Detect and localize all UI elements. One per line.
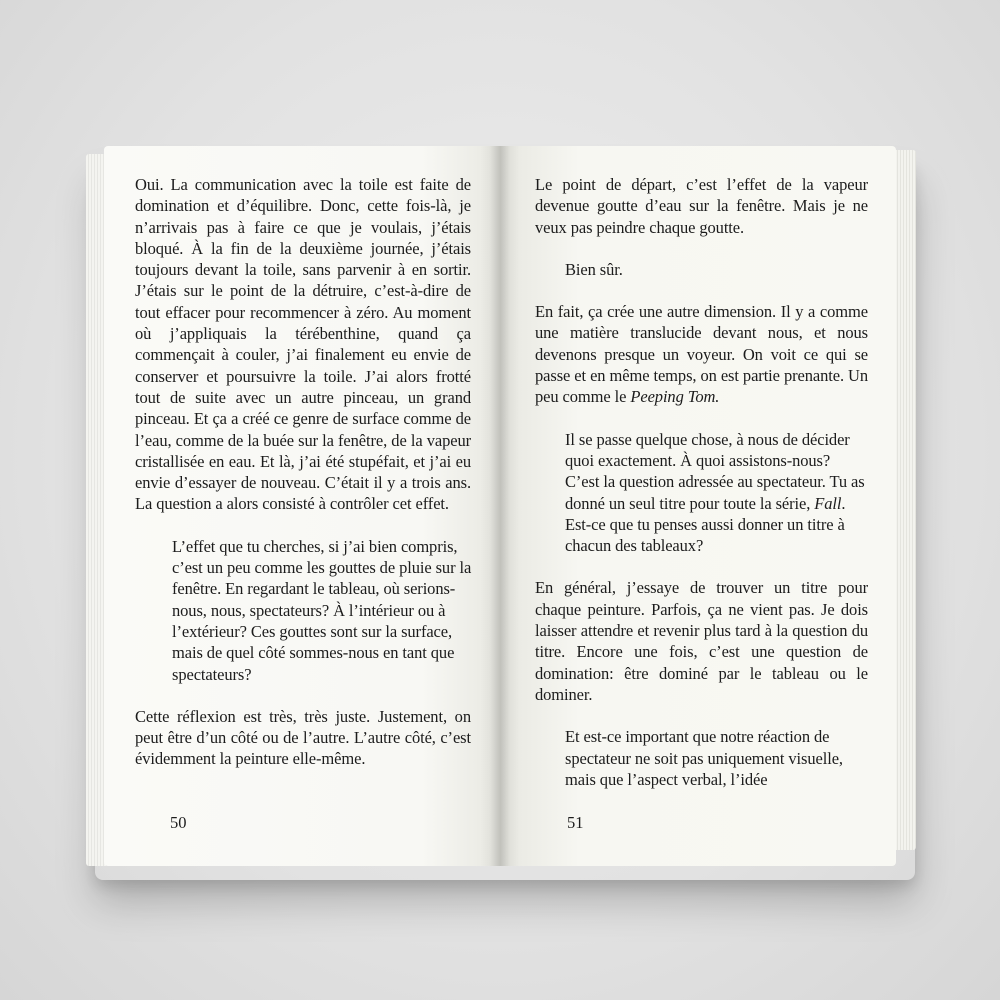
italic-title: Peeping Tom. xyxy=(630,387,720,407)
right-page xyxy=(500,146,896,866)
paragraph-text: Il se passe quelque chose, à nous de décider quoi exactement. À quoi assistons-nous? C’est la question adressée au spectateur. Tu as donné un seul titre pour toute la série, xyxy=(565,429,865,513)
question-paragraph xyxy=(565,429,865,557)
answer-paragraph: Oui. La communication avec la toile est faite de domination et d’équilibre. Donc, cette fois-là, je n’arrivais pas à faire ce que je voulais, j’étais bloqué. À la fin de la deuxième journée, j’étais toujours devant la toile, sans parvenir à en sortir. J’étais sur le point de la détruire, c’est-à-dire de tout effacer pour recommencer à zéro. Au moment où j’appliquais la térébenthine, quand ça commençait à couler, j’ai finalement eu envie de conserver et poursuivre la toile. J’ai alors frotté tout de suite avec un autre pinceau, un grand pinceau. Et ça a créé ce genre de surface comme de l’eau, comme de la buée sur la fenêtre, de la vapeur cristallisée en eau. Et là, j’ai été stupéfait, et j’ai eu envie d’essayer de nouveau. C’était il y a trois ans. La question a alors consisté à contrôler cet effet. xyxy=(135,175,471,514)
left-page-text xyxy=(135,174,471,770)
right-page-text xyxy=(535,174,868,790)
book-gutter xyxy=(490,146,510,866)
italic-title: Fall xyxy=(814,493,842,513)
answer-paragraph: Cette réflexion est très, très juste. Justement, on peut être d’un côté ou de l’autre. L’autre côté, c’est évidemment la peinture elle-même. xyxy=(135,706,471,769)
question-paragraph: Bien sûr. xyxy=(565,259,623,279)
paragraph-text: En fait, ça crée une autre dimension. Il y a comme une matière translucide devant nous, et nous devenons presque un voyeur. On voit ce qui se passe et en même temps, on est partie prenante. Un peu comme le xyxy=(535,302,868,407)
left-page xyxy=(104,146,500,866)
question-paragraph: L’effet que tu cherches, si j’ai bien compris, c’est un peu comme les gouttes de pluie sur la fenêtre. En regardant le tableau, où serions-nous, nous, spectateurs? À l’intérieur ou à l’extérieur? Ces gouttes sont sur la surface, mais de quel côté sommes-nous en tant que spectateurs? xyxy=(172,536,472,684)
page-number: 50 xyxy=(170,813,187,832)
answer-paragraph: En général, j’essaye de trouver un titre pour chaque peinture. Parfois, ça ne vient pas. Je dois laisser attendre et revenir plus tard à la question du titre. Encore une fois, c’est une question de domination: être dominé par le tableau ou le dominer. xyxy=(535,578,868,704)
left-page-edges xyxy=(86,154,106,866)
answer-paragraph xyxy=(535,301,868,407)
question-paragraph: Et est-ce important que notre réaction de spectateur ne soit pas uniquement visuelle, mais que l’aspect verbal, l’idée xyxy=(565,727,843,789)
answer-paragraph: Le point de départ, c’est l’effet de la vapeur devenue goutte d’eau sur la fenêtre. Mais je ne veux pas peindre chaque goutte. xyxy=(535,175,868,237)
paragraph-text: . Est-ce que tu penses aussi donner un titre à chacun des tableaux? xyxy=(565,493,846,556)
page-number: 51 xyxy=(567,813,584,832)
